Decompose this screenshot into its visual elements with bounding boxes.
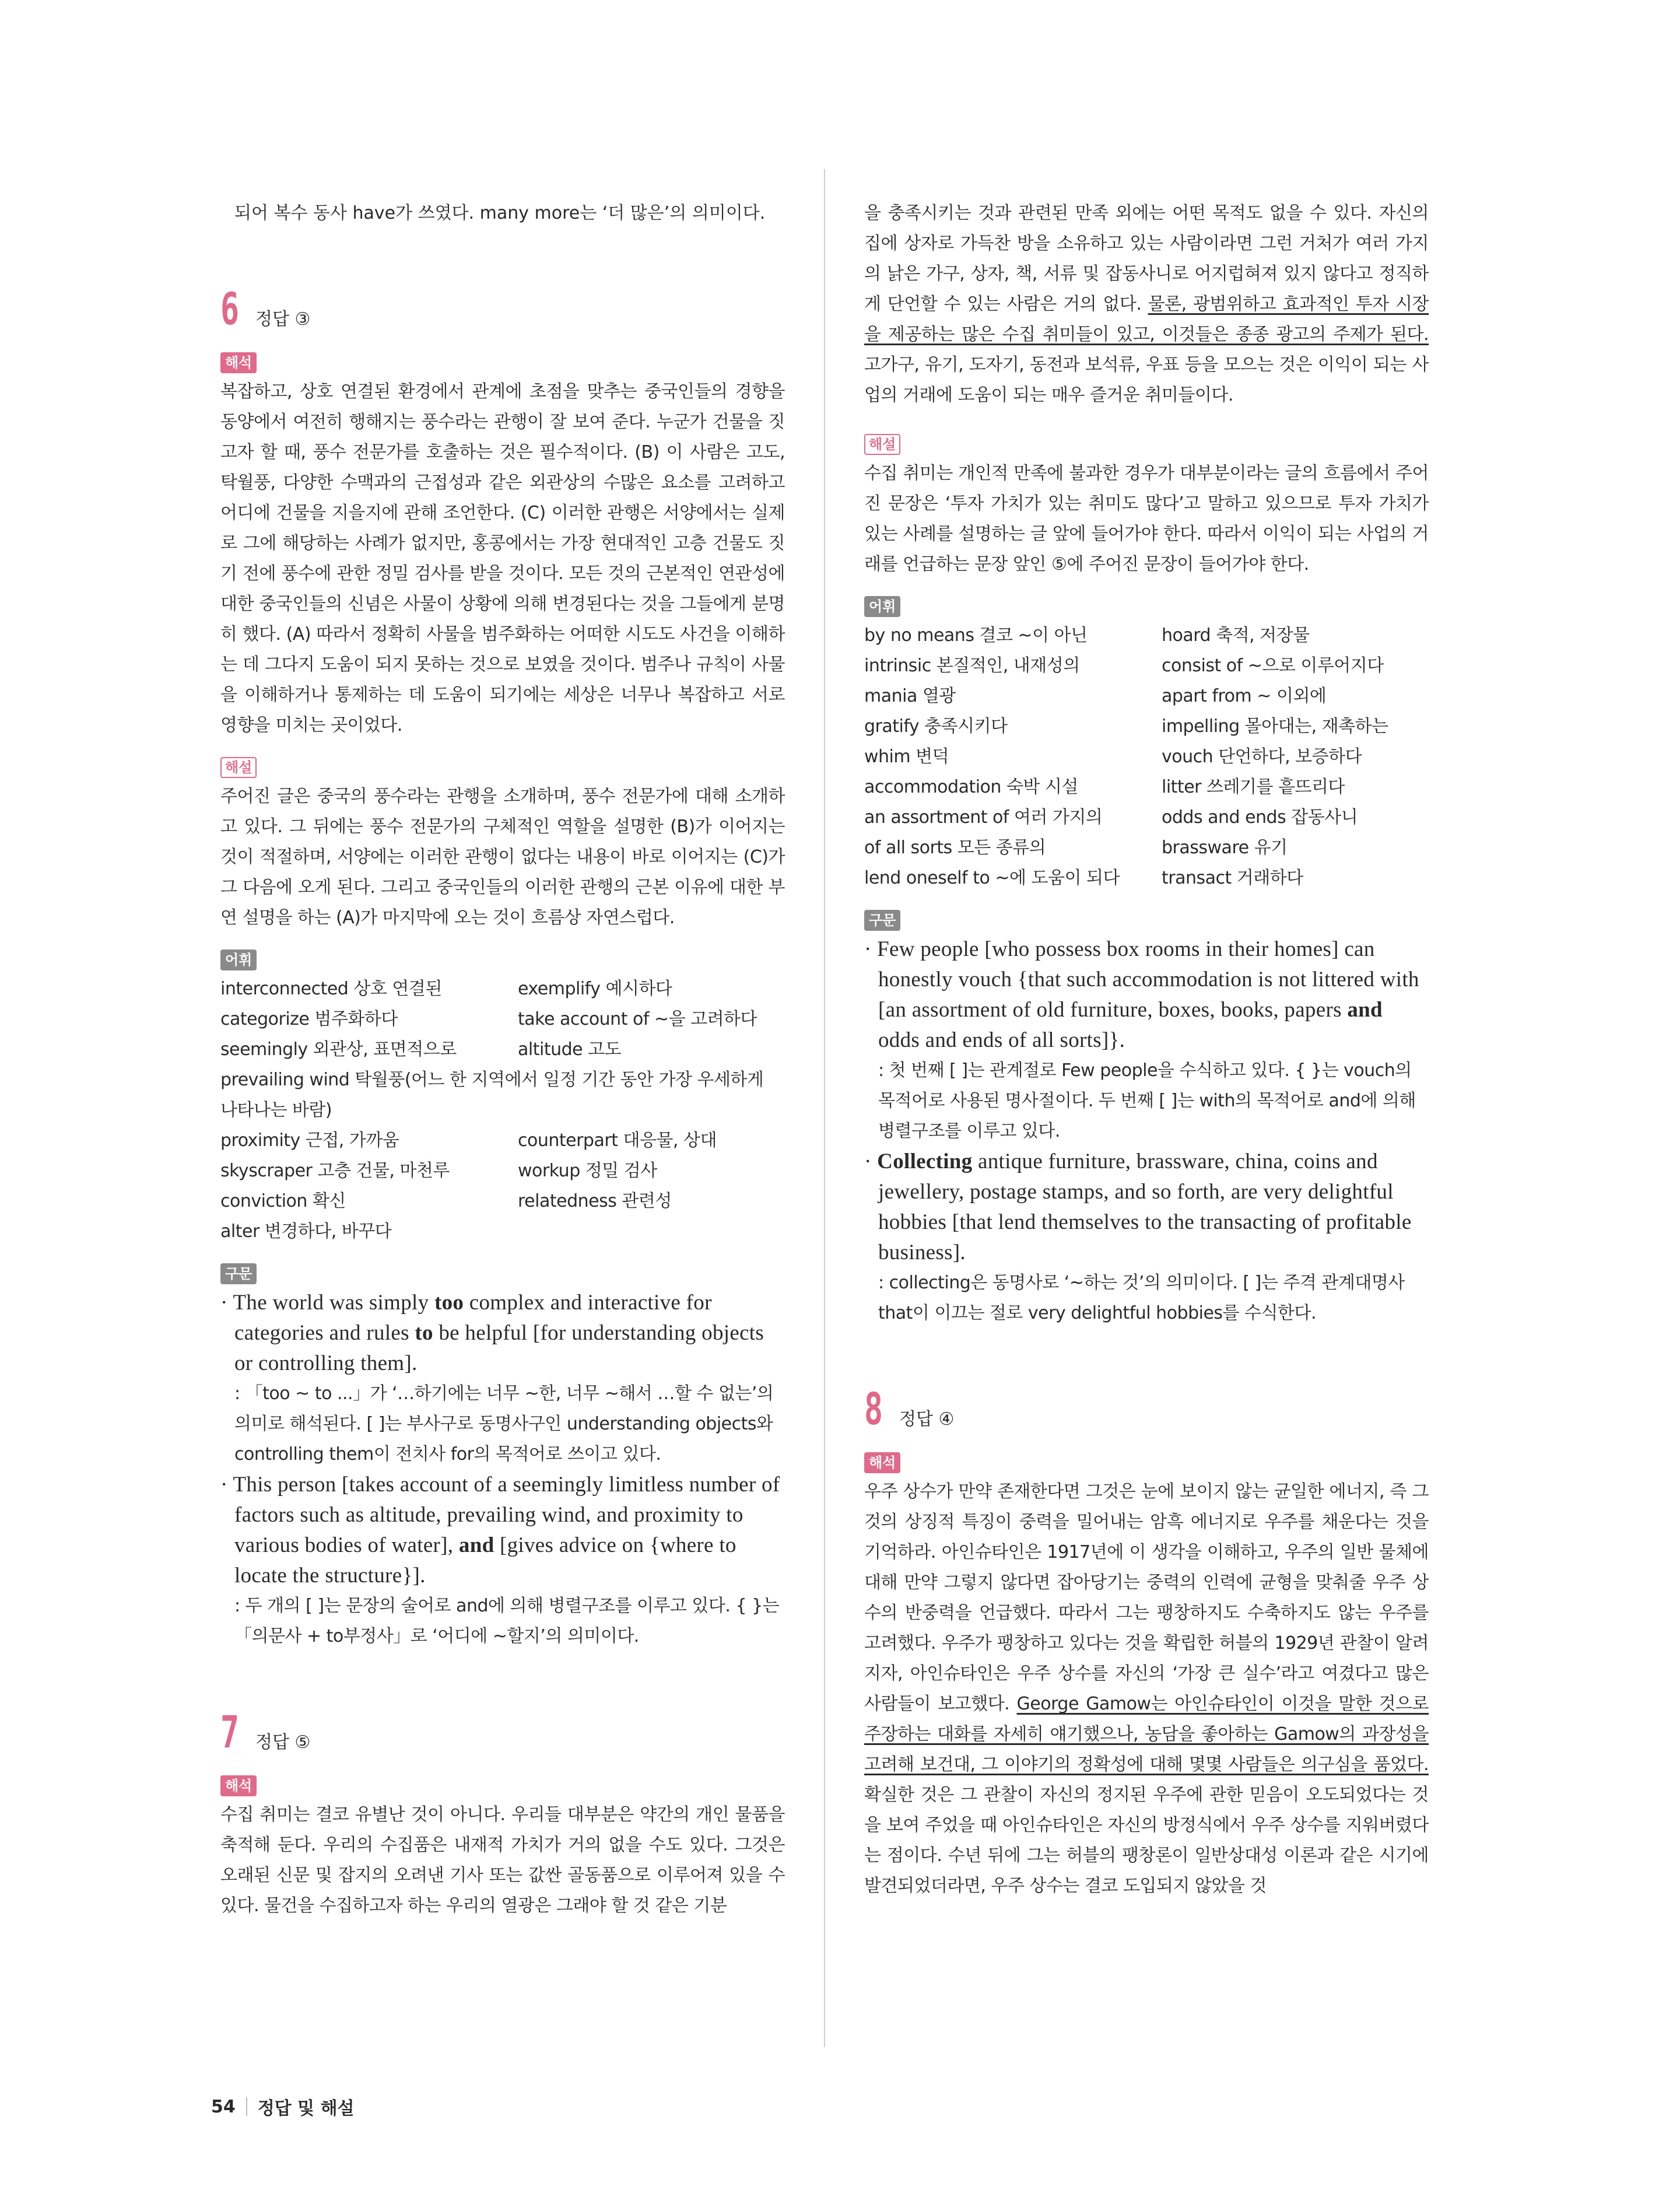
vocab-item: of all sorts 모든 종류의: [864, 838, 1046, 858]
footer-label: 정답 및 해설: [257, 2098, 355, 2119]
underlined-sentence: George Gamow는 아인슈타인이 이것을 말한 것으로 주장하는 대화를 자세히 얘기했으나, 농담을 좋아하는 Gamow의 과장성을 고려해 보건대, 그 이야기의 정확성에 대해 몇몇 사람들은 의구심을 품었다.: [864, 1694, 1429, 1775]
syntax-note: : 「too ~ to ...」가 ‘…하기에는 너무 ~한, 너무 ~해서 …할 수 없는’의 의미로 해석된다. [ ]는 부사구로 동명사구인 understanding objects와 controlling them이 전치사 for의 목적어로 쓰이고 있다.: [234, 1383, 774, 1464]
vocab-item: brassware 유기: [1162, 838, 1288, 858]
vocab-item: exemplify 예시하다: [518, 979, 672, 999]
answer-label: 정답 ③: [255, 309, 311, 330]
translation-section: [220, 1775, 785, 1921]
page-number: 54: [211, 2096, 236, 2117]
vocab-item: lend oneself to ~에 도움이 되다: [864, 868, 1120, 888]
answer-6-header: [220, 283, 785, 335]
vocab-item: consist of ~으로 이루어지다: [1162, 656, 1384, 676]
vocab-item: conviction 확신: [220, 1191, 346, 1211]
syntax-note: : 첫 번째 [ ]는 관계절로 Few people을 수식하고 있다. { }는 vouch의 목적어로 사용된 명사절이다. 두 번째 [ ]는 with의 목적어로 and에 의해 병렬구조를 이루고 있다.: [878, 1060, 1416, 1141]
explanation-section: [220, 757, 785, 933]
vocab-item: impelling 몰아대는, 재촉하는: [1162, 716, 1388, 737]
translation-text: 우주 상수가 만약 존재한다면 그것은 눈에 보이지 않는 균일한 에너지, 즉 그것의 상징적 특징이 중력을 밀어내는 암흑 에너지로 우주를 채운다는 것을 기억하라. 아인슈타인은 1917년에 이 생각을 이해하고, 우주의 일반 물체에 대해 만약 그렇지 않다면 잡아당기는 중력의 인력에 균형을 맞춰줄 우주 상수의 반중력을 언급했다. 따라서 그는 팽창하지도 수축하지도 않는 우주를 고려했다. 우주가 팽창하고 있다는 것을 확립한 허블의 1929년 관찰이 알려지자, 아인슈타인은 우주 상수를 자신의 ‘가장 큰 실수’라고 여겼다고 많은 사람들이 보고했다. George Gamow는 아인슈타인이 이것을 말한 것으로 주장하는 대화를 자세히 얘기했으나, 농담을 좋아하는 Gamow의 과장성을 고려해 보건대, 그 이야기의 정확성에 대해 몇몇 사람들은 의구심을 품었다. 확실한 것은 그 관찰이 자신의 정지된 우주에 관한 믿음이 오도되었다는 것을 보여 주었을 때 아인슈타인은 자신의 방정식에서 우주 상수를 지워버렸다는 점이다. 수년 뒤에 그는 허블의 팽창론이 일반상대성 이론과 같은 시기에 발견되었더라면, 우주 상수는 결코 도입되지 않았을 것: [864, 1481, 1429, 1896]
vocab-item: categorize 범주화하다: [220, 1009, 398, 1029]
footer-separator: [246, 2097, 247, 2116]
vocab-item: litter 쓰레기를 흩뜨리다: [1162, 777, 1345, 797]
tag-syntax: 구문: [864, 910, 900, 931]
vocab-item: gratify 충족시키다: [864, 716, 1008, 737]
vocab-item: interconnected 상호 연결된: [220, 979, 442, 999]
vocab-item: hoard 축적, 저장물: [1162, 625, 1310, 646]
vocab-item: intrinsic 본질적인, 내재성의: [864, 656, 1080, 676]
vocab-item: an assortment of 여러 가지의: [864, 807, 1103, 828]
vocab-item: alter 변경하다, 바꾸다: [220, 1221, 392, 1242]
translation-text: 복잡하고, 상호 연결된 환경에서 관계에 초점을 맞추는 중국인들의 경향을 동양에서 여전히 행해지는 풍수라는 관행이 잘 보여 준다. 누군가 건물을 짓고자 할 때, 풍수 전문가를 호출하는 것은 필수적이다. (B) 이 사람은 고도, 탁월풍, 다양한 수맥과의 근접성과 같은 외관상의 수많은 요소를 고려하고 어디에 건물을 지을지에 관해 조언한다. (C) 이러한 관행은 서양에서는 실제로 그에 해당하는 사례가 없지만, 홍콩에서는 가장 현대적인 고층 건물도 짓기 전에 풍수에 관한 정밀 검사를 받을 것이다. 모든 것의 근본적인 연관성에 대한 중국인들의 신념은 사물이 상황에 의해 변경된다는 것을 그들에게 분명히 했다. (A) 따라서 정확히 사물을 범주화하는 어떠한 시도도 사건을 이해하는 데 그다지 도움이 되지 못하는 것으로 보였을 것이다. 범주나 규칙이 사물을 이해하거나 통제하는 데 도움이 되기에는 세상은 너무나 복잡하고 서로 영향을 미치는 곳이었다.: [220, 381, 785, 735]
translation-section: [864, 1452, 1429, 1901]
tag-translation: 해석: [864, 1452, 900, 1473]
syntax-sentence: · Few people [who possess box rooms in their homes] can honestly vouch {that such accommodation is not littered with [an assortment of old furniture, boxes, books, papers and odds and ends of all sorts]}.: [864, 937, 1419, 1052]
syntax-sentence: · This person [takes account of a seemingly limitless number of factors such as altitude, prevailing wind, and proximity to various bodies of water], and [gives advice on {where to locate the structure}].: [220, 1473, 780, 1588]
page-footer: [211, 2094, 355, 2119]
continued-line: 되어 복수 동사 have가 쓰였다. many more는 ‘더 많은’의 의미이다.: [234, 203, 766, 223]
translation-section: [220, 352, 785, 741]
column-divider: [824, 169, 825, 2047]
vocab-item: prevailing wind 탁월풍(어느 한 지역에서 일정 기간 동안 가장 우세하게 나타나는 바람): [220, 1070, 764, 1120]
vocab-item: whim 변덕: [864, 747, 949, 767]
translation-text-continued: 을 충족시키는 것과 관련된 만족 외에는 어떤 목적도 없을 수 있다. 자신의 집에 상자로 가득찬 방을 소유하고 있는 사람이라면 그런 거처가 여러 가지의 낡은 가구, 상자, 책, 서류 및 잡동사니로 어지럽혀져 있지 않다고 정직하게 단언할 수 있는 사람은 거의 없다. 물론, 광범위하고 효과적인 투자 시장을 제공하는 많은 수집 취미들이 있고, 이것들은 종종 광고의 주제가 된다. 고가구, 유기, 도자기, 동전과 보석류, 우표 등을 모으는 것은 이익이 되는 사업의 거래에 도움이 되는 매우 즐거운 취미들이다.: [864, 203, 1429, 405]
answer-7-header: [220, 1706, 785, 1758]
vocab-item: seemingly 외관상, 표면적으로: [220, 1039, 457, 1060]
question-number: 6: [220, 283, 240, 335]
syntax-note: : 두 개의 [ ]는 문장의 술어로 and에 의해 병렬구조를 이루고 있다. { }는 「의문사 + to부정사」로 ‘어디에 ~할지’의 의미이다.: [234, 1596, 780, 1646]
vocab-item: proximity 근접, 가까움: [220, 1130, 399, 1151]
vocab-item: by no means 결코 ~이 아닌: [864, 625, 1088, 646]
vocab-item: odds and ends 잡동사니: [1162, 807, 1358, 828]
left-column: [220, 198, 785, 1921]
vocab-section: [220, 949, 785, 1247]
vocab-item: mania 열광: [864, 686, 956, 706]
explanation-text: 수집 취미는 개인적 만족에 불과한 경우가 대부분이라는 글의 흐름에서 주어진 문장은 ‘투자 가치가 있는 취미도 많다’고 말하고 있으므로 투자 가치가 있는 사례를 설명하는 글 앞에 들어가야 한다. 따라서 이익이 되는 사업의 거래를 언급하는 문장 앞인 ⑤에 주어진 문장이 들어가야 한다.: [864, 463, 1429, 574]
tag-syntax: 구문: [220, 1263, 257, 1284]
vocab-item: altitude 고도: [518, 1039, 622, 1060]
vocab-item: apart from ~ 이외에: [1162, 686, 1327, 706]
explanation-section: [864, 434, 1429, 580]
question-number: 8: [864, 1383, 883, 1435]
vocab-list: [220, 974, 785, 1247]
syntax-note: : collecting은 동명사로 ‘~하는 것’의 의미이다. [ ]는 주격 관계대명사 that이 이끄는 절로 very delightful hobbies를 수식한다.: [878, 1273, 1405, 1323]
tag-translation: 해석: [220, 1775, 257, 1796]
answer-8-header: [864, 1383, 1429, 1435]
vocab-item: transact 거래하다: [1162, 868, 1303, 888]
syntax-sentence: · Collecting antique furniture, brassware, china, coins and jewellery, postage stamps, and so forth, are very delightful hobbies [that lend themselves to the transacting of profitable business].: [864, 1150, 1412, 1264]
answer-label: 정답 ⑤: [255, 1732, 311, 1753]
vocab-list: [864, 621, 1429, 893]
tag-vocab: 어휘: [864, 596, 900, 617]
vocab-item: accommodation 숙박 시설: [864, 777, 1078, 797]
tag-vocab: 어휘: [220, 949, 257, 970]
syntax-section: [220, 1263, 785, 1652]
tag-explanation: 해설: [864, 434, 900, 455]
answer-label: 정답 ④: [899, 1409, 955, 1429]
syntax-sentence: · The world was simply too complex and interactive for categories and rules to be helpful [for understanding objects or controlling them].: [220, 1291, 764, 1375]
vocab-section: [864, 596, 1429, 893]
translation-text: 수집 취미는 결코 유별난 것이 아니다. 우리들 대부분은 약간의 개인 물품을 축적해 둔다. 우리의 수집품은 내재적 가치가 거의 없을 수도 있다. 그것은 오래된 신문 및 잡지의 오려낸 기사 또는 값싼 골동품으로 이루어져 있을 수 있다. 물건을 수집하고자 하는 우리의 열광은 그래야 할 것 같은 기분: [220, 1804, 785, 1916]
vocab-item: skyscraper 고층 건물, 마천루: [220, 1161, 450, 1181]
vocab-item: take account of ~을 고려하다: [518, 1009, 757, 1029]
tag-translation: 해석: [220, 352, 257, 373]
vocab-item: workup 정밀 검사: [518, 1161, 657, 1181]
vocab-item: vouch 단언하다, 보증하다: [1162, 747, 1362, 767]
vocab-item: counterpart 대응물, 상대: [518, 1130, 717, 1151]
underlined-sentence: 물론, 광범위하고 효과적인 투자 시장을 제공하는 많은 수집 취미들이 있고, 이것들은 종종 광고의 주제가 된다.: [864, 294, 1429, 345]
question-number: 7: [220, 1706, 240, 1758]
right-column: [864, 198, 1429, 1901]
tag-explanation: 해설: [220, 757, 257, 778]
syntax-section: [864, 910, 1429, 1329]
explanation-text: 주어진 글은 중국의 풍수라는 관행을 소개하며, 풍수 전문가에 대해 소개하고 있다. 그 뒤에는 풍수 전문가의 구체적인 역할을 설명한 (B)가 이어지는 것이 적절하며, 서양에는 이러한 관행이 없다는 내용이 바로 이어지는 (C)가 그 다음에 오게 된다. 그리고 중국인들의 이러한 관행의 근본 이유에 대한 부연 설명을 하는 (A)가 마지막에 오는 것이 흐름상 자연스럽다.: [220, 786, 785, 928]
vocab-item: relatedness 관련성: [518, 1191, 672, 1211]
